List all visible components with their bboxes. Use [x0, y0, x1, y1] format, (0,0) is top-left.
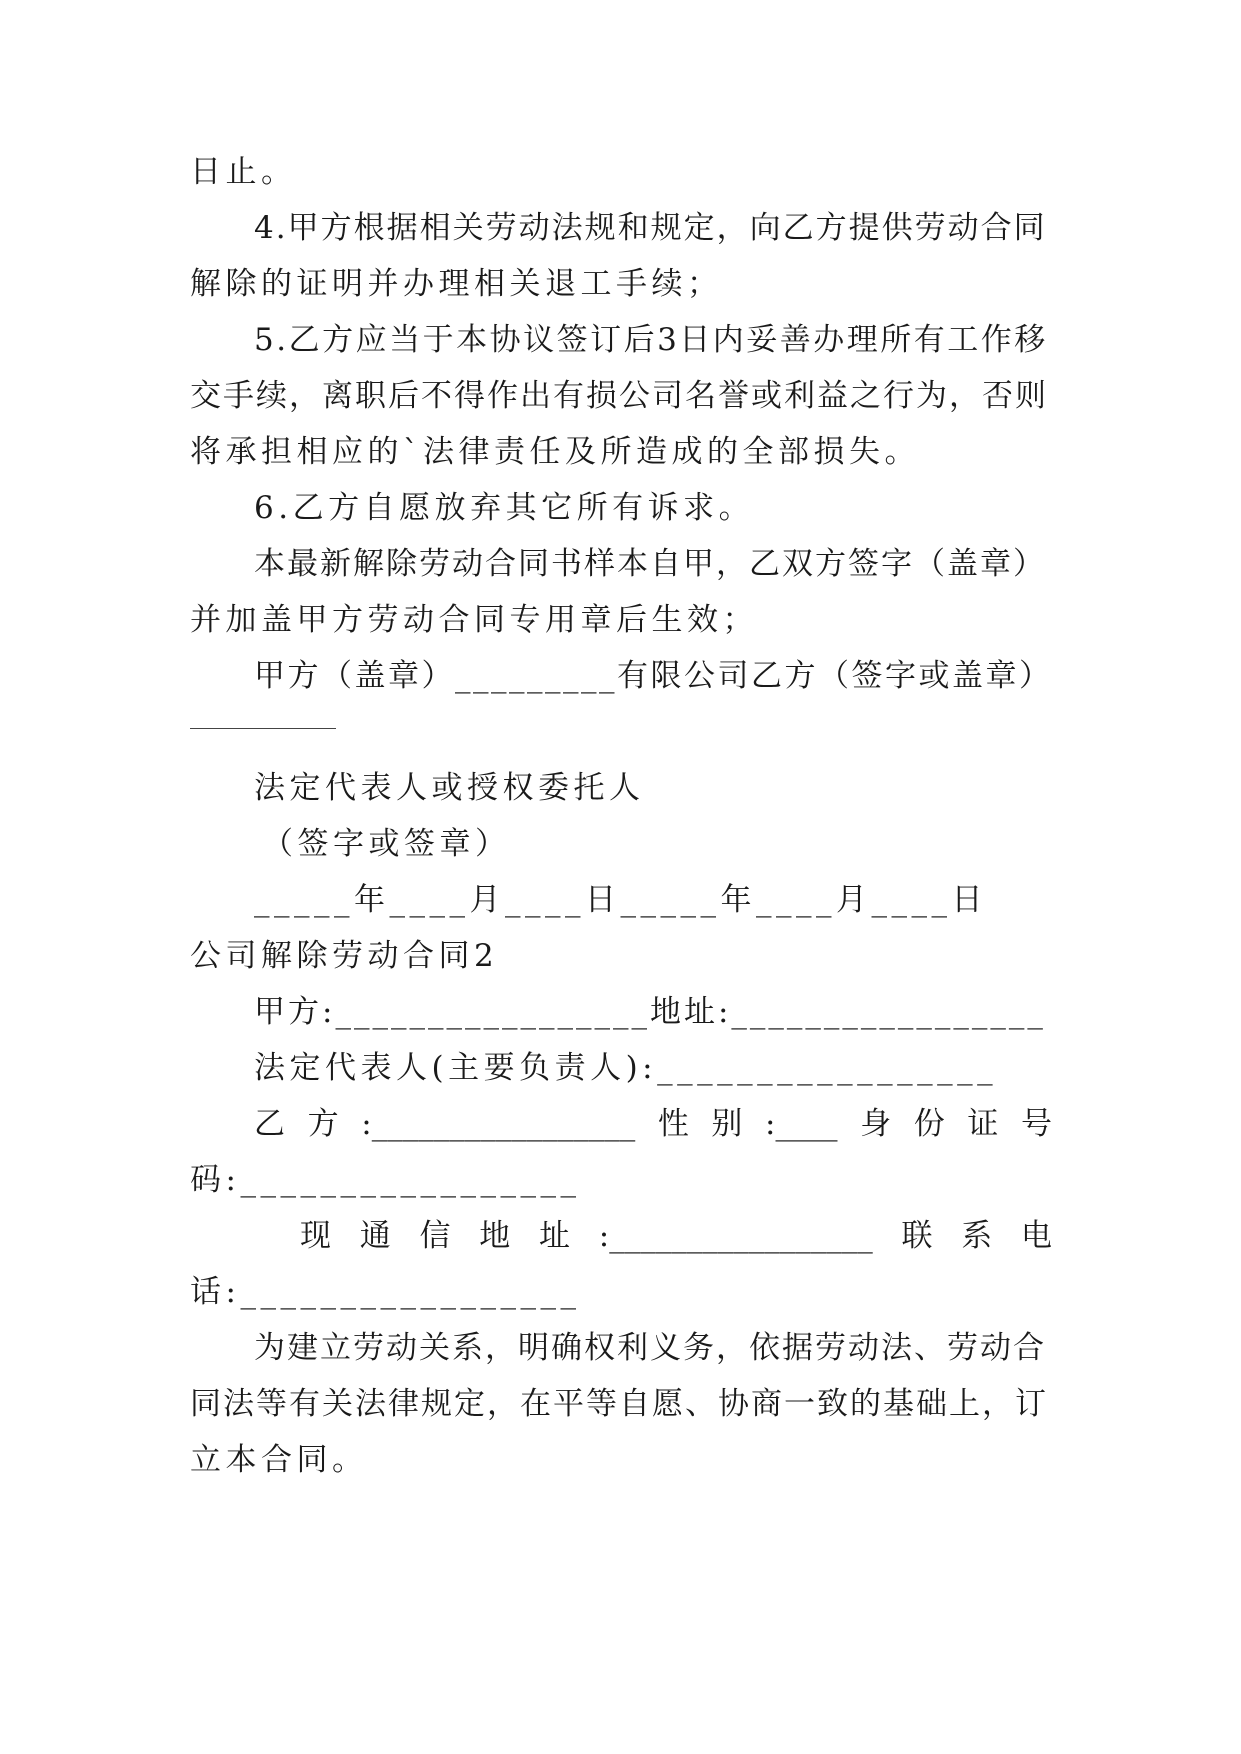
address-line-1: 现通信地址:_________________联系电 — [300, 1218, 1052, 1254]
preamble-line-2: 同法等有关法律规定，在平等自愿、协商一致的基础上，订 — [190, 1386, 1048, 1422]
preamble-line-3: 立本合同。 — [190, 1442, 368, 1478]
party-a-line: 甲方:_________________地址:_________________ — [254, 994, 1046, 1030]
effect-clause-line-2: 并加盖甲方劳动合同专用章后生效； — [190, 602, 758, 638]
clause-5-line-2: 交手续，离职后不得作出有损公司名誉或利益之行为，否则 — [190, 378, 1048, 414]
signature-parties-line: 甲方（盖章）_________有限公司乙方（签字或盖章） — [254, 658, 1053, 694]
party-b-line-1: 乙方:_________________性别:____身份证号 — [254, 1106, 1052, 1142]
text-line-1: 日止。 — [190, 154, 297, 190]
legal-rep-field-line: 法定代表人(主要负责人):_________________ — [254, 1050, 998, 1086]
address-line-2: 话:_________________ — [190, 1274, 581, 1310]
clause-4-line-2: 解除的证明并办理相关退工手续； — [190, 266, 723, 302]
legal-representative-line: 法定代表人或授权委托人 — [254, 770, 645, 806]
clause-4-line-1: 4.甲方根据相关劳动法规和规定，向乙方提供劳动合同 — [254, 210, 1047, 246]
signature-blank — [190, 728, 336, 729]
preamble-line-1: 为建立劳动关系，明确权利义务，依据劳动法、劳动合 — [254, 1330, 1046, 1366]
date-line: _____年____月____日_____年____月____日 — [254, 882, 987, 918]
clause-5-line-3: 将承担相应的`法律责任及所造成的全部损失。 — [190, 434, 920, 470]
party-b-line-2: 码:_________________ — [190, 1162, 581, 1198]
effect-clause-line-1: 本最新解除劳动合同书样本自甲，乙双方签字（盖章） — [254, 546, 1046, 582]
clause-5-line-1: 5.乙方应当于本协议签订后3日内妥善办理所有工作移 — [254, 322, 1048, 358]
clause-6-line-1: 6.乙方自愿放弃其它所有诉求。 — [254, 490, 755, 526]
signature-note-line: （签字或签章） — [262, 826, 511, 862]
section-title: 公司解除劳动合同2 — [190, 938, 499, 974]
